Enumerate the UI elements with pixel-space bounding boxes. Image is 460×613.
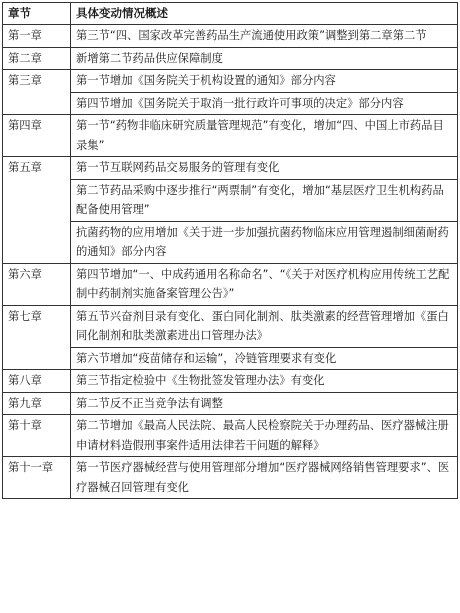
summary-cell: 第二节反不正当竞争法有调整 <box>71 392 458 415</box>
summary-cell: 第一节“药物非临床研究质量管理规范”有变化，增加“四、中国上市药品目录集” <box>71 115 458 157</box>
table-row <box>3 70 458 93</box>
chapter-cell: 第四章 <box>3 115 71 157</box>
summary-cell: 新增第二节药品供应保障制度 <box>71 47 458 70</box>
table-row <box>3 370 458 393</box>
table-row <box>3 115 458 157</box>
summary-cell: 第四节增加“一、中成药通用名称命名”、“《关于对医疗机构应用传统工艺配制中药制剂实施备案管理公告》” <box>71 263 458 305</box>
chapter-cell: 第八章 <box>3 370 71 393</box>
summary-cell: 第五节兴奋剂目录有变化、蛋白同化制剂、肽类激素的经营管理增加《蛋白同化制剂和肽类激素进出口管理办法》 <box>71 305 458 347</box>
summary-cell: 第一节互联网药品交易服务的管理有变化 <box>71 157 458 180</box>
chapter-change-table <box>2 2 458 499</box>
table-row <box>3 347 458 370</box>
chapter-cell: 第五章 <box>3 157 71 264</box>
table-row <box>3 179 458 221</box>
header-summary: 具体变动情况概述 <box>71 3 458 25</box>
table-row <box>3 392 458 415</box>
chapter-cell: 第六章 <box>3 263 71 305</box>
chapter-cell: 第十章 <box>3 415 71 457</box>
chapter-cell: 第一章 <box>3 25 71 48</box>
summary-cell: 第四节增加《国务院关于取消一批行政许可事项的决定》部分内容 <box>71 92 458 115</box>
summary-cell: 第三节指定检验中《生物批签发管理办法》有变化 <box>71 370 458 393</box>
table-row <box>3 305 458 347</box>
header-chapter: 章节 <box>3 3 71 25</box>
chapter-cell: 第七章 <box>3 305 71 370</box>
summary-cell: 抗菌药物的应用增加《关于进一步加强抗菌药物临床应用管理遏制细菌耐药的通知》部分内容 <box>71 221 458 263</box>
table-row <box>3 157 458 180</box>
summary-cell: 第一节增加《国务院关于机构设置的通知》部分内容 <box>71 70 458 93</box>
summary-cell: 第一节医疗器械经营与使用管理部分增加“医疗器械网络销售管理要求”、医疗器械召回管理有变化 <box>71 457 458 499</box>
change-summary-document <box>2 2 457 499</box>
table-header-row <box>3 3 458 25</box>
summary-cell: 第二节药品采购中逐步推行“两票制”有变化，增加“基层医疗卫生机构药品配备使用管理” <box>71 179 458 221</box>
table-row <box>3 47 458 70</box>
chapter-cell: 第九章 <box>3 392 71 415</box>
chapter-cell: 第十一章 <box>3 457 71 499</box>
summary-cell: 第二节增加《最高人民法院、最高人民检察院关于办理药品、医疗器械注册申请材料造假刑事案件适用法律若干问题的解释》 <box>71 415 458 457</box>
table-row <box>3 457 458 499</box>
table-row <box>3 415 458 457</box>
table-row <box>3 221 458 263</box>
summary-cell: 第三节“四、国家改革完善药品生产流通使用政策”调整到第二章第二节 <box>71 25 458 48</box>
chapter-cell: 第二章 <box>3 47 71 70</box>
summary-cell: 第六节增加“疫苗储存和运输”，冷链管理要求有变化 <box>71 347 458 370</box>
table-row <box>3 263 458 305</box>
chapter-cell: 第三章 <box>3 70 71 115</box>
table-row <box>3 25 458 48</box>
table-row <box>3 92 458 115</box>
